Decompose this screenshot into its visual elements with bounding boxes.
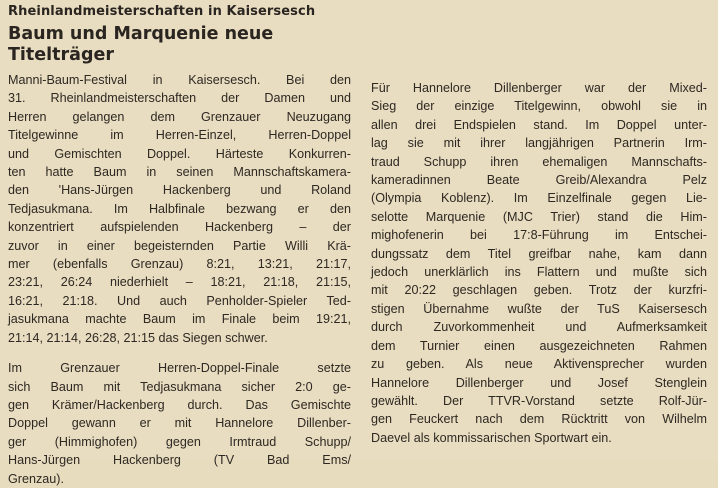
text-line: Sieg der einzige Titelgewinn, obwohl sie in — [371, 99, 707, 114]
text-line: Manni-Baum-Festival in Kaisersesch. Bei den — [8, 73, 351, 87]
text-line: gewählt. Der TTVR-Vorstand setzte Rolf-Jür- — [371, 393, 707, 408]
paragraph — [371, 79, 707, 447]
text-line: sich Baum mit Tedjasukmana sicher 2:0 ge- — [8, 379, 351, 394]
text-line: kameradinnen Beate Greib/Alexandra Pelz — [371, 173, 707, 188]
headline-line: Titelträger — [8, 45, 114, 65]
text-line: Hans-Jürgen Hackenberg (TV Bad Ems/ — [8, 453, 351, 468]
text-line: mighofenerin bei 17:8-Führung im Entschei- — [371, 228, 707, 243]
text-line: gen Feuckert nach dem Rücktritt von Wilhelm — [371, 412, 707, 427]
text-line: (Olympia Koblenz). Im Einzelfinale gegen Lie- — [371, 191, 707, 206]
text-line: Doppel gewann er mit Hannelore Dillenber- — [8, 416, 351, 431]
kicker-line: Rheinlandmeisterschaften in Kaisersesch — [8, 4, 316, 19]
text-line: Tedjasukmana. Im Halbfinale bezwang er den — [8, 201, 351, 216]
text-line: stigen Übernahme wußte der TuS Kaisersesch — [371, 301, 707, 316]
text-line: 31. Rheinlandmeisterschaften der Damen und — [8, 91, 351, 106]
text-line: zu geben. Als neue Aktivensprecher wurden — [371, 357, 707, 372]
text-line: ten hatte Baum in seinen Mannschaftskamera- — [8, 165, 351, 180]
text-line: jasukmana machte Baum im Finale beim 19:21, — [8, 312, 351, 327]
right-column — [371, 79, 707, 447]
text-line: 21:14, 21:14, 26:28, 21:15 das Siegen schwer. — [8, 330, 268, 345]
text-line: 16:21, 21:18. Und auch Penholder-Spieler Ted- — [8, 293, 351, 308]
text-line: dem Turnier einen ausgezeichneten Rahmen — [371, 338, 707, 353]
article-headline — [8, 24, 348, 66]
text-line: mer (ebenfalls Grenzau) 8:21, 13:21, 21:17, — [8, 257, 351, 272]
text-line: 23:21, 26:24 niederhielt – 18:21, 21:18, 21:15, — [8, 275, 351, 290]
text-line: Für Hannelore Dillenberger war der Mixed- — [371, 81, 707, 95]
text-line: den 'Hans-Jürgen Hackenberg und Roland — [8, 183, 351, 198]
text-line: Grenzau). — [8, 471, 64, 486]
text-line: Hannelore Dillenberger und Josef Stenglein — [371, 375, 707, 390]
text-line: dungssatz dem Titel greifbar nahe, kam dann — [371, 246, 707, 261]
text-line: Im Grenzauer Herren-Doppel-Finale setzte — [8, 361, 351, 376]
text-line: selotte Marquenie (MJC Trier) stand die Him- — [371, 209, 707, 224]
text-line: gen Krämer/Hackenberg durch. Das Gemischte — [8, 397, 351, 412]
text-line: ger (Himmighofen) gegen Irmtraud Schupp/ — [8, 434, 351, 449]
text-line: jedoch unerklärlich ins Flattern und mußte sich — [371, 265, 707, 280]
text-line: durch Zuvorkommenheit und Aufmerksamkeit — [371, 320, 707, 335]
text-line: traud Schupp ihren ehemaligen Mannschafts- — [371, 154, 707, 169]
text-line: und Gemischten Doppel. Härteste Konkurren- — [8, 146, 351, 161]
left-column — [8, 71, 351, 488]
text-line: allen drei Endspielen stand. Im Doppel unter- — [371, 117, 707, 132]
text-line: mit 20:22 geschlagen geben. Trotz der kurzfri- — [371, 283, 707, 298]
text-line: lag sie mit ihrer langjährigen Partnerin Irm- — [371, 136, 707, 151]
text-line: Herren gelangen dem Grenzauer Neuzugang — [8, 109, 351, 124]
paragraph — [8, 71, 351, 347]
text-line: Titelgewinne im Herren-Einzel, Herren-Doppel — [8, 128, 351, 143]
headline-line: Baum und Marquenie neue — [8, 24, 274, 44]
paragraph — [8, 359, 351, 488]
text-line: konzentriert aufspielenden Hackenberg – der — [8, 220, 351, 235]
text-line: Daevel als kommissarischen Sportwart ein. — [371, 430, 612, 445]
text-line: zuvor in einer begeisternden Partie Willi Krä- — [8, 238, 351, 253]
